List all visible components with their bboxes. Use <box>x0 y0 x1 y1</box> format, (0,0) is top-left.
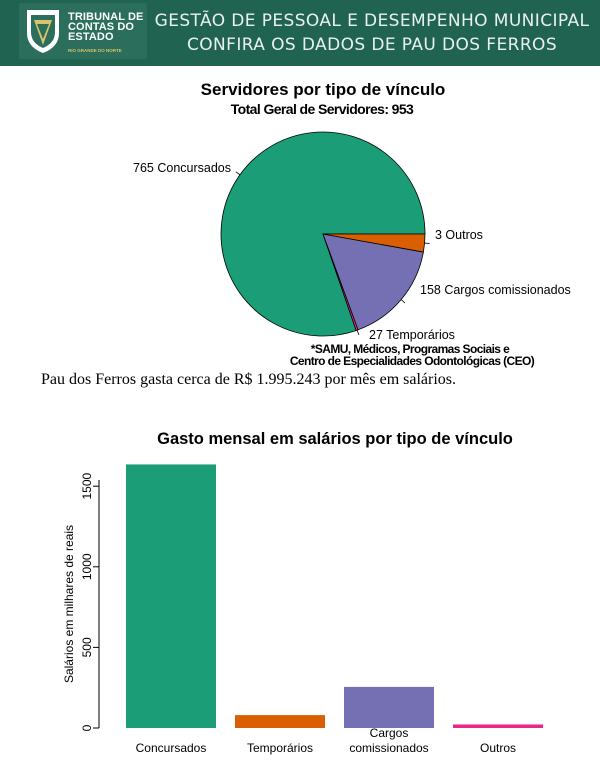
tce-logo[interactable] <box>19 3 147 59</box>
pie-footnote-line-2: Centro de Especialidades Odontológicas (CEO) <box>289 354 535 368</box>
bar-y-tick-label-500: 500 <box>80 637 94 658</box>
pie-label-outros: 3 Outros <box>435 228 483 242</box>
bar-cargos-comissionados <box>344 687 434 728</box>
logo-line-1: TRIBUNAL DE <box>68 11 144 23</box>
logo-subline: RIO GRANDE DO NORTE <box>68 48 122 53</box>
pie-slices <box>221 132 425 336</box>
header-title-line-2: CONFIRA OS DADOS DE PAU DOS FERROS <box>186 35 558 55</box>
pie-subtitle: Total Geral de Servidores: 953 <box>230 101 414 117</box>
bar-x-label-outros: Outros <box>479 741 517 755</box>
bar-chart <box>0 420 600 778</box>
bar-y-tick-label-1000: 1000 <box>80 553 94 581</box>
bar-concursados <box>126 464 216 728</box>
pie-title: Servidores por tipo de vínculo <box>200 80 446 99</box>
header-title-line-1: GESTÃO DE PESSOAL E DESEMPENHO MUNICIPAL <box>154 11 590 31</box>
bar-x-label-concursados: Concursados <box>135 741 207 755</box>
header-banner <box>0 0 600 66</box>
pie-leader-outros <box>357 330 359 335</box>
logo-line-2: CONTAS DO <box>68 21 135 33</box>
bar-x-labels <box>136 726 516 755</box>
logo-text <box>68 12 143 42</box>
bar-outros <box>453 724 543 728</box>
bar-y-ticks <box>80 473 99 732</box>
pie-label-temporarios: 27 Temporários <box>369 328 455 342</box>
bar-y-tick-label-1500: 1500 <box>80 472 94 500</box>
salary-summary-text: Pau dos Ferros gasta cerca de R$ 1.995.243 por mês em salários. <box>41 371 457 388</box>
pie-label-concursados: 765 Concursados <box>133 161 231 175</box>
pie-leader-cargos-comissionados <box>401 300 405 303</box>
pie-footnote-line-1: *SAMU, Médicos, Programas Sociais e <box>310 342 510 356</box>
bar-y-axis-label: Salários em milhares de reais <box>62 524 76 684</box>
logo-line-3: ESTADO <box>68 31 114 43</box>
pie-chart <box>0 66 600 370</box>
bar-x-label-temporarios: Temporários <box>246 741 314 755</box>
pie-label-cargos-comissionados: 158 Cargos comissionados <box>420 283 571 297</box>
pie-leader-concursados <box>236 172 240 175</box>
header-title <box>152 9 592 57</box>
bar-y-tick-label-0: 0 <box>80 724 94 732</box>
bar-x-label-cargos-comissionados: Cargos comissionados <box>349 726 429 755</box>
bar-title: Gasto mensal em salários por tipo de vínculo <box>157 430 513 448</box>
shield-icon <box>23 7 63 55</box>
bar-bars <box>126 464 543 728</box>
bar-temporarios <box>235 715 325 728</box>
